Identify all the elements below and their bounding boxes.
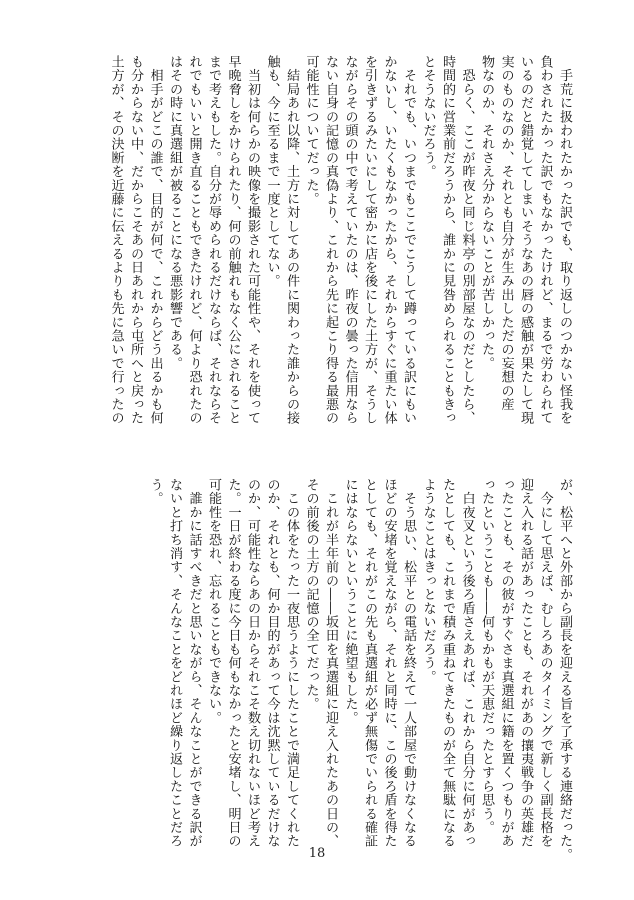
text-line: ないと打ち消す、そんなことをどれほど繰り返したことだろ: [167, 478, 182, 848]
text-line: 土方が、その決断を近藤に伝えるよりも先に急いで行ったの: [108, 55, 124, 425]
text-line: この体をたった一夜思うようにしたことで満足してくれた: [284, 478, 299, 848]
text-line: 誰かに話すべきだと思いながら、そんなことができる訳が: [186, 478, 202, 848]
text-line: とそうないだろう。: [420, 55, 436, 179]
text-line: う。: [147, 478, 163, 506]
text-line: 手荒に扱われたかった訳でも、取り返しのつかない怪我を: [557, 55, 572, 425]
upper-text-block: [108, 55, 574, 425]
text-line: 結局あれ以降、土方に対してあの件に関わった誰からの接: [284, 55, 299, 425]
text-line: それでも、いつまでもここでこうして蹲っている訳にもい: [401, 55, 416, 425]
text-line: 物なのか、それさえ分からないことが苦しかった。: [479, 55, 494, 371]
text-line: ない自身の記憶の真偽より、これから先に起こり得る最悪の: [323, 55, 338, 425]
text-line: ったということも――何もかもが天恵だったとすら思う。: [479, 478, 494, 835]
text-line: が、松平へと外部から副長を迎える旨を了承する連絡だった。: [557, 478, 572, 862]
text-line: のか、可能性ならあの日からそれこそ数え切れないほど考え: [245, 478, 260, 848]
text-line: 実のものなのか、それとも自分が生み出しただの妄想の産: [498, 55, 514, 412]
text-line: ながらその頭の中で考えていたのは、昨夜の曇った信用なら: [342, 55, 358, 425]
text-line: かないし、いたくもなかったから、それからすぐに重たい体: [381, 55, 397, 425]
page-number: 18: [308, 846, 326, 861]
text-line: 迎え入れる話があったことも、それがあの攘夷戦争の英雄だ: [518, 478, 533, 848]
text-line: ったことも、その彼がすぐさま真選組に籍を置くつもりがあ: [498, 478, 514, 848]
text-line: 負わされたかった訳でもなかったけれど、まるで労わられて: [537, 55, 553, 425]
text-line: 可能性についてだった。: [303, 55, 319, 206]
text-line: を引きずるみたいにして密かに店を後にした土方が、そうし: [362, 55, 377, 425]
text-line: 相手がどこの誰で、目的が何で、これからどう出るかも何: [147, 55, 163, 425]
text-line: 今にして思えば、むしろあのタイミングで新しく副長格を: [537, 478, 553, 848]
text-line: そう思い、松平との電話を終えて一人部屋で動けなくなる: [401, 478, 416, 848]
text-line: 可能性を恐れ、忘れることもできない。: [206, 478, 221, 725]
text-line: た。一日が終わる度に今日も何もなかったと安堵し、明日の: [225, 478, 241, 848]
text-line: れでもいいと開き直ることもできたけれど、何より恐れたの: [186, 55, 202, 425]
text-line: その前後の土方の記憶の全てだった。: [303, 478, 319, 711]
text-line: いるのだと錯覚してしまいそうなあの唇の感触が果たして現: [518, 55, 533, 425]
text-line: これが半年前の――坂田を真選組に迎え入れたあの日の、: [323, 478, 338, 848]
text-line: 白夜叉という後ろ盾さえあれば、これから自分に何があっ: [459, 478, 475, 848]
text-line: 当初は何らかの映像を撮影された可能性や、それを使って: [245, 55, 260, 425]
text-line: も分からない中、だからこそあの日あれから屯所へと戻った: [128, 55, 143, 425]
text-line: 恐らく、ここが昨夜と同じ料亭の別部屋なのだとしたら、: [459, 55, 475, 425]
text-line: 触も、今に至るまで一度としてない。: [264, 55, 280, 288]
text-line: たとしても、これまで積み重ねてきたものが全て無駄になる: [440, 478, 455, 848]
text-line: ようなことはきっとないだろう。: [420, 478, 436, 684]
text-line: はその時に真選組が被ることになる悪影響である。: [167, 55, 182, 371]
text-line: のか、それとも、何か目的があって今は沈黙しているだけな: [264, 478, 280, 848]
text-line: ほどの安堵を覚えながら、それと同時に、この後ろ盾を得た: [381, 478, 397, 848]
text-line: 時間的に営業前だろうから、誰かに見咎められることもきっ: [440, 55, 455, 425]
text-line: としても、それがこの先も真選組が必ず無傷でいられる確証: [362, 478, 377, 848]
text-line: まで考えもした。自分が辱められるだけならば、それならそ: [206, 55, 221, 425]
text-line: にはならないということに絶望もした。: [342, 478, 358, 725]
text-line: 早晩脅しをかけられたり、何の前触れもなく公にされること: [225, 55, 241, 425]
